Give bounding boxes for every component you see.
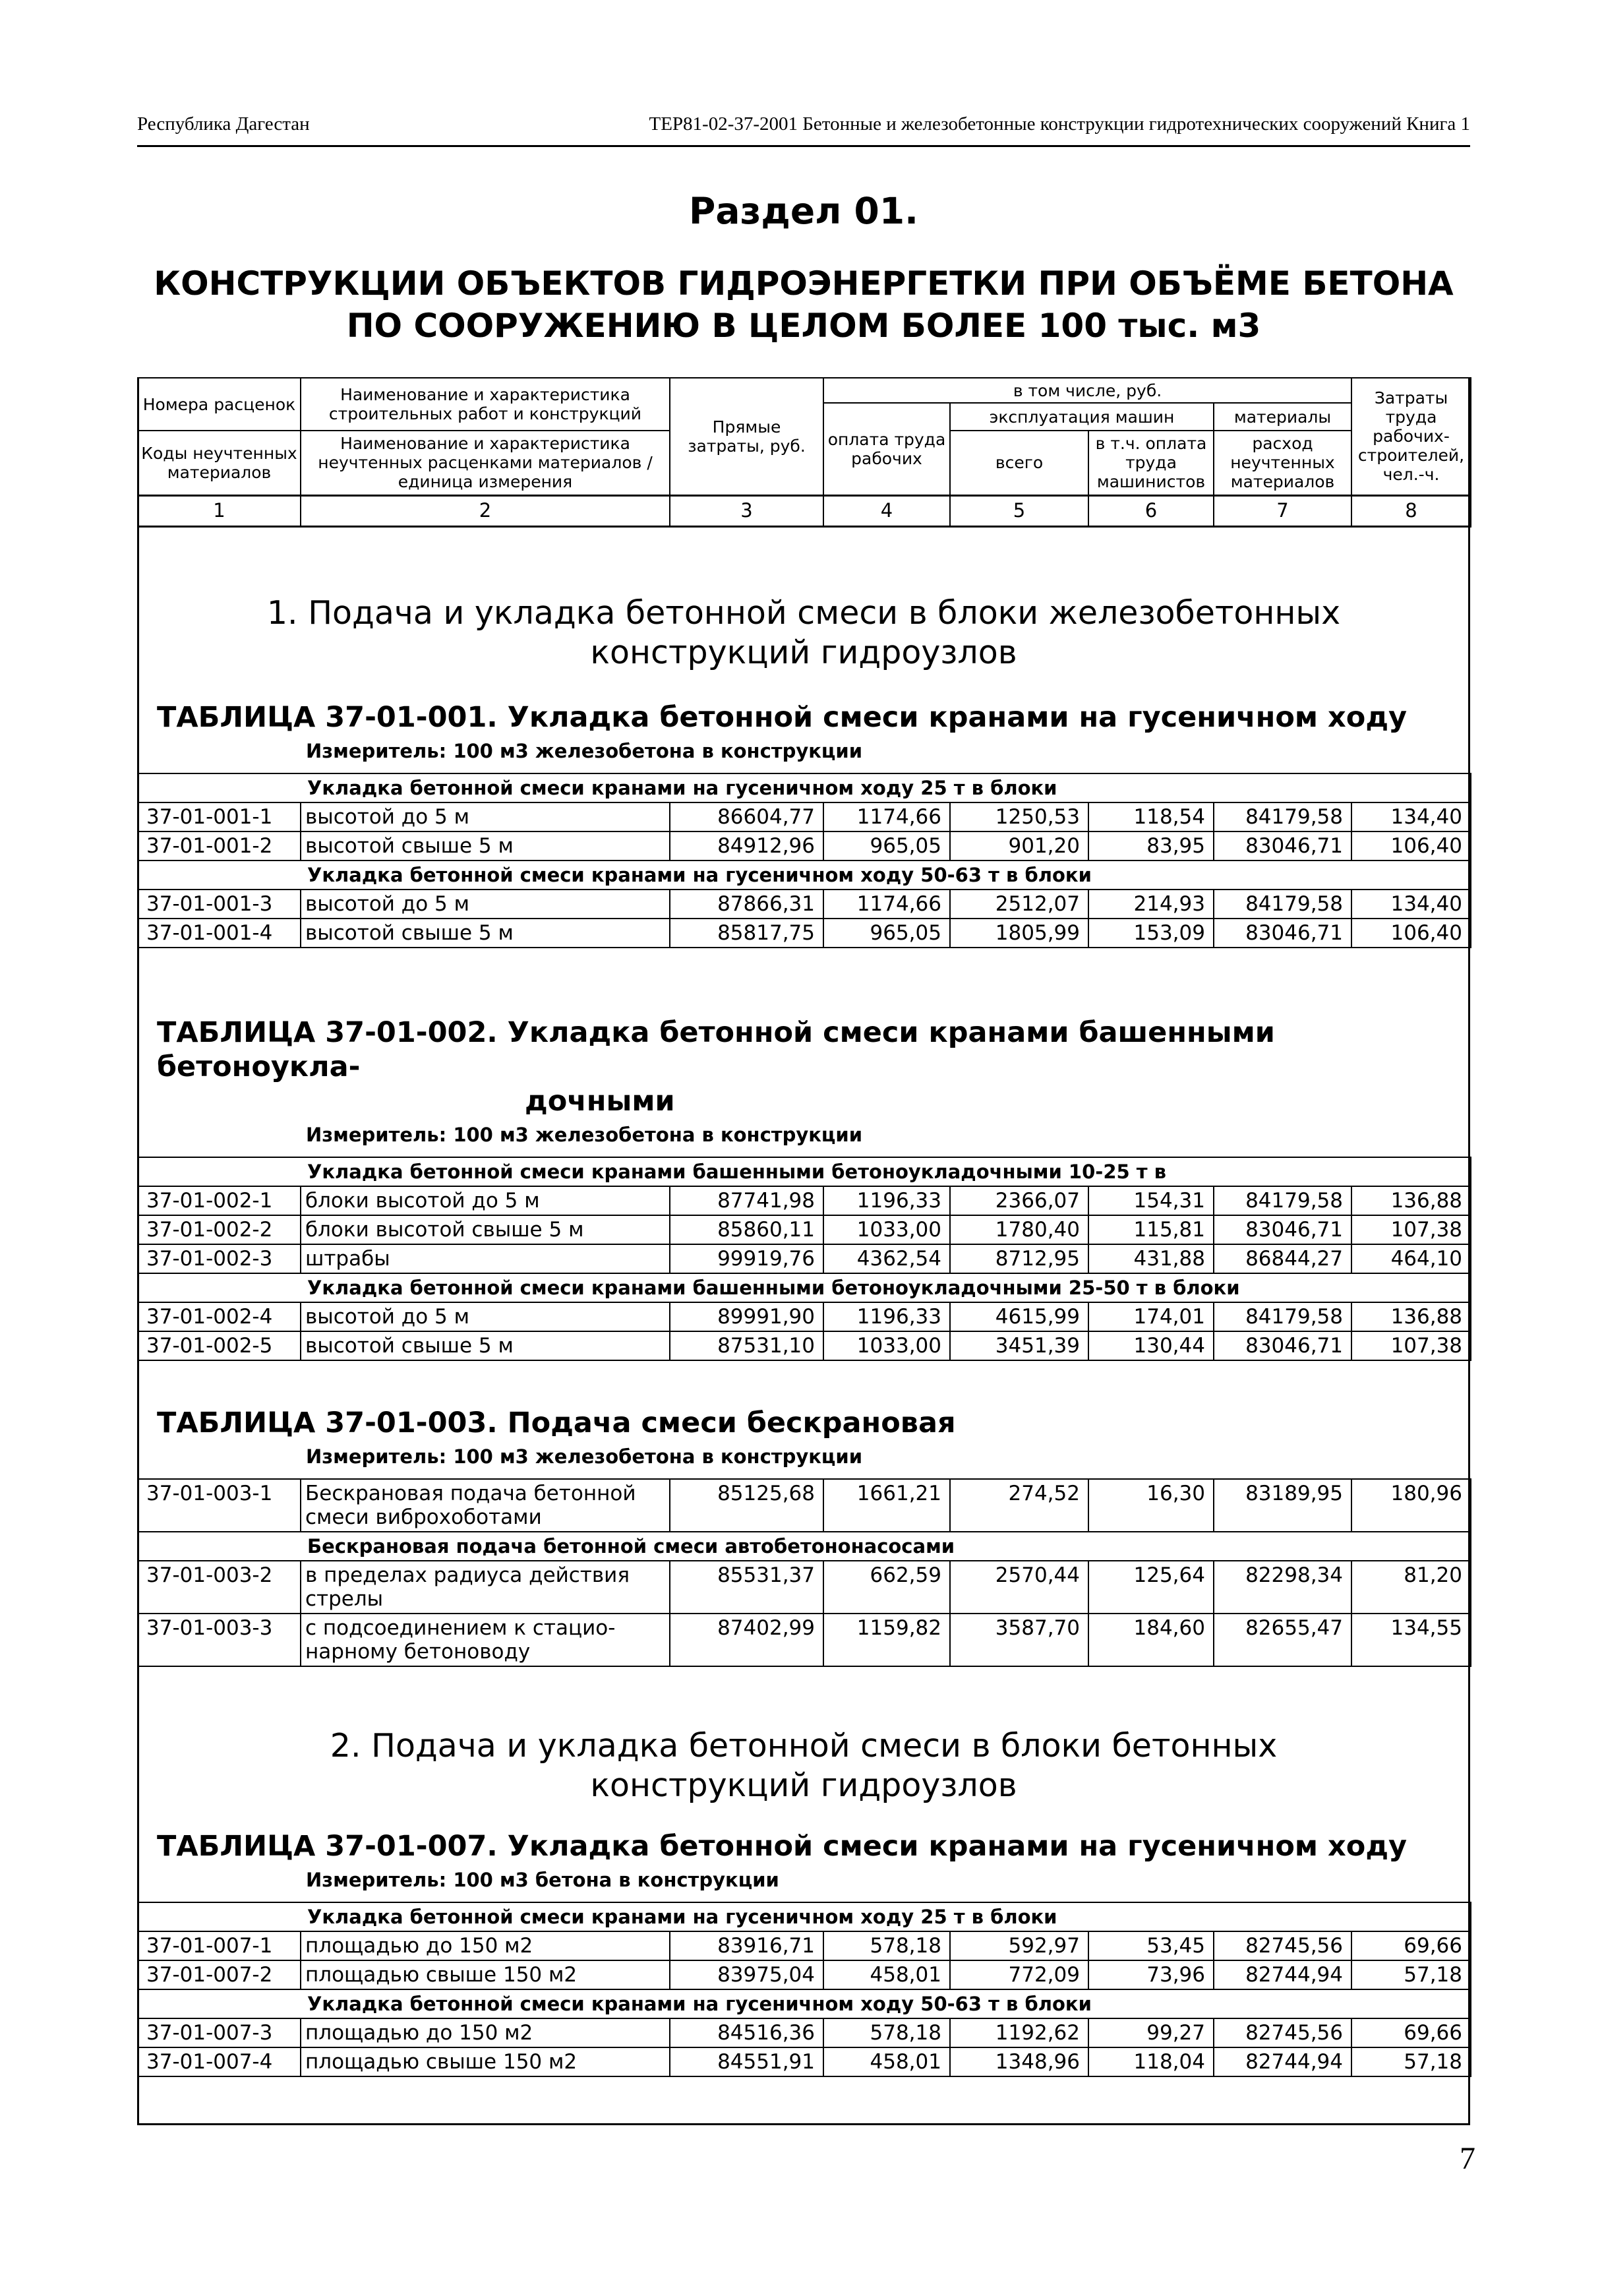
operator-pay-cell: 125,64 — [1088, 1561, 1214, 1614]
direct-costs-cell: 85531,37 — [670, 1561, 823, 1614]
table-group-heading-row — [138, 1273, 1471, 1302]
work-name-cell: штрабы — [301, 1244, 670, 1273]
materials-cell: 84179,58 — [1214, 890, 1351, 919]
part1-title-line1: 1. Подача и укладка бетонной смеси в блоки железобетонных — [266, 594, 1341, 632]
rate-code-cell: 37-01-002-2 — [138, 1215, 301, 1244]
machines-total-cell: 1348,96 — [950, 2047, 1088, 2076]
machines-total-cell: 2366,07 — [950, 1186, 1088, 1215]
work-name-cell: площадью свыше 150 м2 — [301, 2047, 670, 2076]
materials-cell: 86844,27 — [1214, 1244, 1351, 1273]
table-title-line1: ТАБЛИЦА 37-01-002. Укладка бетонной смеси кранами башенными бетоноукла- — [157, 1016, 1275, 1083]
direct-costs-cell: 84551,91 — [670, 2047, 823, 2076]
table-row — [138, 1614, 1471, 1666]
work-name-cell: в пределах радиуса действия стрелы — [301, 1561, 670, 1614]
table-row — [138, 1960, 1471, 1989]
table-group-heading: Бескрановая подача бетонной смеси автобетононасосами — [138, 1532, 1471, 1561]
machines-total-cell: 3587,70 — [950, 1614, 1088, 1666]
operator-pay-cell: 16,30 — [1088, 1479, 1214, 1532]
work-name-cell: высотой до 5 м — [301, 1302, 670, 1331]
work-name-cell: блоки высотой свыше 5 м — [301, 1215, 670, 1244]
machines-total-cell: 1780,40 — [950, 1215, 1088, 1244]
part2-title — [137, 1726, 1470, 1805]
worker-pay-cell: 4362,54 — [823, 1244, 950, 1273]
machines-total-cell: 4615,99 — [950, 1302, 1088, 1331]
operator-pay-cell: 53,45 — [1088, 1931, 1214, 1960]
rate-code-cell: 37-01-003-2 — [138, 1561, 301, 1614]
operator-pay-cell: 83,95 — [1088, 831, 1214, 861]
labor-costs-cell: 107,38 — [1351, 1331, 1471, 1360]
machines-total-cell: 1805,99 — [950, 919, 1088, 948]
worker-pay-cell: 1661,21 — [823, 1479, 950, 1532]
work-name-cell: площадью свыше 150 м2 — [301, 1960, 670, 1989]
running-header — [137, 111, 1470, 147]
labor-costs-cell: 180,96 — [1351, 1479, 1471, 1532]
table-row — [138, 1215, 1471, 1244]
labor-costs-cell: 57,18 — [1351, 2047, 1471, 2076]
labor-costs-cell: 134,55 — [1351, 1614, 1471, 1666]
machines-total-cell: 772,09 — [950, 1960, 1088, 1989]
worker-pay-cell: 662,59 — [823, 1561, 950, 1614]
operator-pay-cell: 431,88 — [1088, 1244, 1214, 1273]
header-machine-operation: эксплуатация машин — [950, 403, 1214, 431]
table-row — [138, 1244, 1471, 1273]
materials-cell: 82298,34 — [1214, 1561, 1351, 1614]
machines-total-cell: 8712,95 — [950, 1244, 1088, 1273]
table-title-line2: дочными — [525, 1085, 675, 1118]
table-row — [138, 890, 1471, 919]
rate-code-cell: 37-01-003-1 — [138, 1479, 301, 1532]
table-row — [138, 1931, 1471, 1960]
rate-code-cell: 37-01-001-4 — [138, 919, 301, 948]
header-material-codes: Коды неучтенных материалов — [138, 431, 301, 495]
materials-cell: 84179,58 — [1214, 1302, 1351, 1331]
direct-costs-cell: 87531,10 — [670, 1331, 823, 1360]
labor-costs-cell: 136,88 — [1351, 1302, 1471, 1331]
table-title: ТАБЛИЦА 37-01-007. Укладка бетонной смеси кранами на гусеничном ходу — [157, 1830, 1408, 1863]
table-group-heading: Укладка бетонной смеси кранами на гусеничном ходу 25 т в блоки — [138, 773, 1471, 802]
materials-cell: 82744,94 — [1214, 1960, 1351, 1989]
worker-pay-cell: 1033,00 — [823, 1215, 950, 1244]
table-group-heading-row — [138, 1157, 1471, 1186]
worker-pay-cell: 1196,33 — [823, 1302, 950, 1331]
work-name-cell: высотой свыше 5 м — [301, 1331, 670, 1360]
table-row — [138, 831, 1471, 861]
header-machines-total: всего — [950, 431, 1088, 495]
worker-pay-cell: 965,05 — [823, 831, 950, 861]
direct-costs-cell: 85817,75 — [670, 919, 823, 948]
materials-cell: 84179,58 — [1214, 1186, 1351, 1215]
rate-code-cell: 37-01-002-5 — [138, 1331, 301, 1360]
labor-costs-cell: 134,40 — [1351, 890, 1471, 919]
table-row — [138, 1302, 1471, 1331]
worker-pay-cell: 1033,00 — [823, 1331, 950, 1360]
rate-code-cell: 37-01-002-3 — [138, 1244, 301, 1273]
table-measure-unit: Измеритель: 100 м3 железобетона в конструкции — [306, 740, 863, 762]
operator-pay-cell: 174,01 — [1088, 1302, 1214, 1331]
rate-code-cell: 37-01-001-2 — [138, 831, 301, 861]
worker-pay-cell: 1159,82 — [823, 1614, 950, 1666]
machines-total-cell: 2570,44 — [950, 1561, 1088, 1614]
section-title-line2: ПО СООРУЖЕНИЮ В ЦЕЛОМ БОЛЕЕ 100 тыс. м3 — [346, 307, 1261, 345]
work-name-cell: с подсоединением к стацио-нарному бетоноводу — [301, 1614, 670, 1666]
table-row — [138, 1186, 1471, 1215]
table-measure-unit: Измеритель: 100 м3 железобетона в конструкции — [306, 1445, 863, 1468]
operator-pay-cell: 118,04 — [1088, 2047, 1214, 2076]
table-measure-unit: Измеритель: 100 м3 бетона в конструкции — [306, 1869, 779, 1891]
header-material-names: Наименование и характеристика неучтенных расценками материалов / единица измерения — [301, 431, 670, 495]
machines-total-cell: 901,20 — [950, 831, 1088, 861]
table-row — [138, 2047, 1471, 2076]
table-group-heading: Укладка бетонной смеси кранами башенными бетоноукладочными 25-50 т в блоки — [138, 1273, 1471, 1302]
machines-total-cell: 3451,39 — [950, 1331, 1088, 1360]
header-work-name: Наименование и характеристика строительных работ и конструкций — [301, 378, 670, 431]
materials-cell: 82655,47 — [1214, 1614, 1351, 1666]
labor-costs-cell: 57,18 — [1351, 1960, 1471, 1989]
machines-total-cell: 592,97 — [950, 1931, 1088, 1960]
table-group-heading-row — [138, 1532, 1471, 1561]
direct-costs-cell: 84516,36 — [670, 2018, 823, 2047]
rate-code-cell: 37-01-007-4 — [138, 2047, 301, 2076]
table-37-01-007 — [137, 1815, 1470, 2077]
labor-costs-cell: 134,40 — [1351, 802, 1471, 831]
table-measure-unit: Измеритель: 100 м3 железобетона в конструкции — [306, 1124, 863, 1146]
rate-code-cell: 37-01-002-4 — [138, 1302, 301, 1331]
direct-costs-cell: 84912,96 — [670, 831, 823, 861]
direct-costs-cell: 89991,90 — [670, 1302, 823, 1331]
labor-costs-cell: 106,40 — [1351, 919, 1471, 948]
materials-cell: 83046,71 — [1214, 919, 1351, 948]
header-operator-pay: в т.ч. оплата труда машинистов — [1088, 431, 1214, 495]
direct-costs-cell: 87741,98 — [670, 1186, 823, 1215]
column-number: 3 — [670, 495, 823, 526]
column-number: 5 — [950, 495, 1088, 526]
labor-costs-cell: 81,20 — [1351, 1561, 1471, 1614]
table-row — [138, 1331, 1471, 1360]
header-rate-numbers: Номера расценок — [138, 378, 301, 431]
work-name-cell: блоки высотой до 5 м — [301, 1186, 670, 1215]
table-row — [138, 2018, 1471, 2047]
table-row — [138, 919, 1471, 948]
work-name-cell: высотой свыше 5 м — [301, 831, 670, 861]
table-group-heading-row — [138, 861, 1471, 890]
machines-total-cell: 1192,62 — [950, 2018, 1088, 2047]
work-name-cell: площадью до 150 м2 — [301, 1931, 670, 1960]
operator-pay-cell: 99,27 — [1088, 2018, 1214, 2047]
operator-pay-cell: 154,31 — [1088, 1186, 1214, 1215]
operator-pay-cell: 130,44 — [1088, 1331, 1214, 1360]
labor-costs-cell: 136,88 — [1351, 1186, 1471, 1215]
rate-code-cell: 37-01-002-1 — [138, 1186, 301, 1215]
table-title — [137, 1001, 1470, 1118]
page-number: 7 — [1460, 2141, 1475, 2176]
part1-title-line2: конструкций гидроузлов — [590, 634, 1017, 671]
operator-pay-cell: 73,96 — [1088, 1960, 1214, 1989]
column-number: 7 — [1214, 495, 1351, 526]
table-group-heading-row — [138, 1989, 1471, 2018]
direct-costs-cell: 87866,31 — [670, 890, 823, 919]
machines-total-cell: 2512,07 — [950, 890, 1088, 919]
table-group-heading: Укладка бетонной смеси кранами на гусеничном ходу 25 т в блоки — [138, 1902, 1471, 1931]
materials-cell: 83046,71 — [1214, 1331, 1351, 1360]
rates-table — [137, 1157, 1471, 1361]
work-name-cell: высотой до 5 м — [301, 890, 670, 919]
machines-total-cell: 274,52 — [950, 1479, 1088, 1532]
part2-title-line2: конструкций гидроузлов — [590, 1767, 1017, 1804]
column-header-table — [137, 377, 1471, 528]
header-region: Республика Дагестан — [137, 113, 310, 135]
materials-cell: 83189,95 — [1214, 1479, 1351, 1532]
header-document-title: ТЕР81-02-37-2001 Бетонные и железобетонные конструкции гидротехнических сооружений Книга 1 — [649, 113, 1470, 135]
table-title: ТАБЛИЦА 37-01-001. Укладка бетонной смеси кранами на гусеничном ходу — [157, 701, 1408, 734]
table-row — [138, 802, 1471, 831]
worker-pay-cell: 1196,33 — [823, 1186, 950, 1215]
table-group-heading-row — [138, 773, 1471, 802]
rate-code-cell: 37-01-001-1 — [138, 802, 301, 831]
table-37-01-001 — [137, 686, 1470, 948]
column-number: 8 — [1351, 495, 1471, 526]
labor-costs-cell: 464,10 — [1351, 1244, 1471, 1273]
worker-pay-cell: 578,18 — [823, 2018, 950, 2047]
table-group-heading-row — [138, 1902, 1471, 1931]
header-materials: материалы — [1214, 403, 1351, 431]
direct-costs-cell: 85860,11 — [670, 1215, 823, 1244]
table-group-heading: Укладка бетонной смеси кранами на гусеничном ходу 50-63 т в блоки — [138, 861, 1471, 890]
part1-title — [137, 593, 1470, 673]
table-group-heading: Укладка бетонной смеси кранами на гусеничном ходу 50-63 т в блоки — [138, 1989, 1471, 2018]
worker-pay-cell: 458,01 — [823, 2047, 950, 2076]
header-worker-pay: оплата труда рабочих — [823, 403, 950, 495]
rate-code-cell: 37-01-001-3 — [138, 890, 301, 919]
rates-table — [137, 1902, 1471, 2077]
operator-pay-cell: 118,54 — [1088, 802, 1214, 831]
rate-code-cell: 37-01-007-1 — [138, 1931, 301, 1960]
materials-cell: 82745,56 — [1214, 1931, 1351, 1960]
labor-costs-cell: 69,66 — [1351, 2018, 1471, 2047]
direct-costs-cell: 83916,71 — [670, 1931, 823, 1960]
materials-cell: 82745,56 — [1214, 2018, 1351, 2047]
section-title-line1: КОНСТРУКЦИИ ОБЪЕКТОВ ГИДРОЭНЕРГЕТКИ ПРИ ОБЪЁМЕ БЕТОНА — [154, 264, 1454, 303]
work-name-cell: Бескрановая подача бетонной смеси виброхоботами — [301, 1479, 670, 1532]
table-group-heading: Укладка бетонной смеси кранами башенными бетоноукладочными 10-25 т в — [138, 1157, 1471, 1186]
header-labor-costs: Затраты труда рабочих-строителей, чел.-ч. — [1351, 378, 1471, 495]
rates-table — [137, 773, 1471, 948]
table-37-01-003 — [137, 1391, 1470, 1667]
work-name-cell: площадью до 150 м2 — [301, 2018, 670, 2047]
direct-costs-cell: 86604,77 — [670, 802, 823, 831]
rates-table — [137, 1478, 1471, 1667]
operator-pay-cell: 115,81 — [1088, 1215, 1214, 1244]
column-number: 2 — [301, 495, 670, 526]
worker-pay-cell: 1174,66 — [823, 802, 950, 831]
labor-costs-cell: 69,66 — [1351, 1931, 1471, 1960]
direct-costs-cell: 99919,76 — [670, 1244, 823, 1273]
worker-pay-cell: 578,18 — [823, 1931, 950, 1960]
worker-pay-cell: 965,05 — [823, 919, 950, 948]
section-title — [137, 262, 1470, 347]
worker-pay-cell: 458,01 — [823, 1960, 950, 1989]
rate-code-cell: 37-01-007-2 — [138, 1960, 301, 1989]
direct-costs-cell: 87402,99 — [670, 1614, 823, 1666]
rate-code-cell: 37-01-003-3 — [138, 1614, 301, 1666]
column-number: 6 — [1088, 495, 1214, 526]
materials-cell: 82744,94 — [1214, 2047, 1351, 2076]
work-name-cell: высотой свыше 5 м — [301, 919, 670, 948]
table-title: ТАБЛИЦА 37-01-003. Подача смеси бескрановая — [157, 1406, 956, 1439]
direct-costs-cell: 83975,04 — [670, 1960, 823, 1989]
table-row — [138, 1479, 1471, 1532]
column-number: 1 — [138, 495, 301, 526]
header-direct-costs: Прямые затраты, руб. — [670, 378, 823, 495]
materials-cell: 83046,71 — [1214, 831, 1351, 861]
part2-title-line1: 2. Подача и укладка бетонной смеси в блоки бетонных — [330, 1727, 1278, 1765]
materials-cell: 83046,71 — [1214, 1215, 1351, 1244]
operator-pay-cell: 184,60 — [1088, 1614, 1214, 1666]
table-row — [138, 1561, 1471, 1614]
operator-pay-cell: 214,93 — [1088, 890, 1214, 919]
header-material-consumption: расход неучтенных материалов — [1214, 431, 1351, 495]
operator-pay-cell: 153,09 — [1088, 919, 1214, 948]
header-including: в том числе, руб. — [823, 378, 1351, 403]
table-37-01-002 — [137, 1001, 1470, 1361]
worker-pay-cell: 1174,66 — [823, 890, 950, 919]
column-number: 4 — [823, 495, 950, 526]
direct-costs-cell: 85125,68 — [670, 1479, 823, 1532]
machines-total-cell: 1250,53 — [950, 802, 1088, 831]
section-number: Раздел 01. — [689, 190, 918, 232]
labor-costs-cell: 107,38 — [1351, 1215, 1471, 1244]
materials-cell: 84179,58 — [1214, 802, 1351, 831]
labor-costs-cell: 106,40 — [1351, 831, 1471, 861]
work-name-cell: высотой до 5 м — [301, 802, 670, 831]
rate-code-cell: 37-01-007-3 — [138, 2018, 301, 2047]
